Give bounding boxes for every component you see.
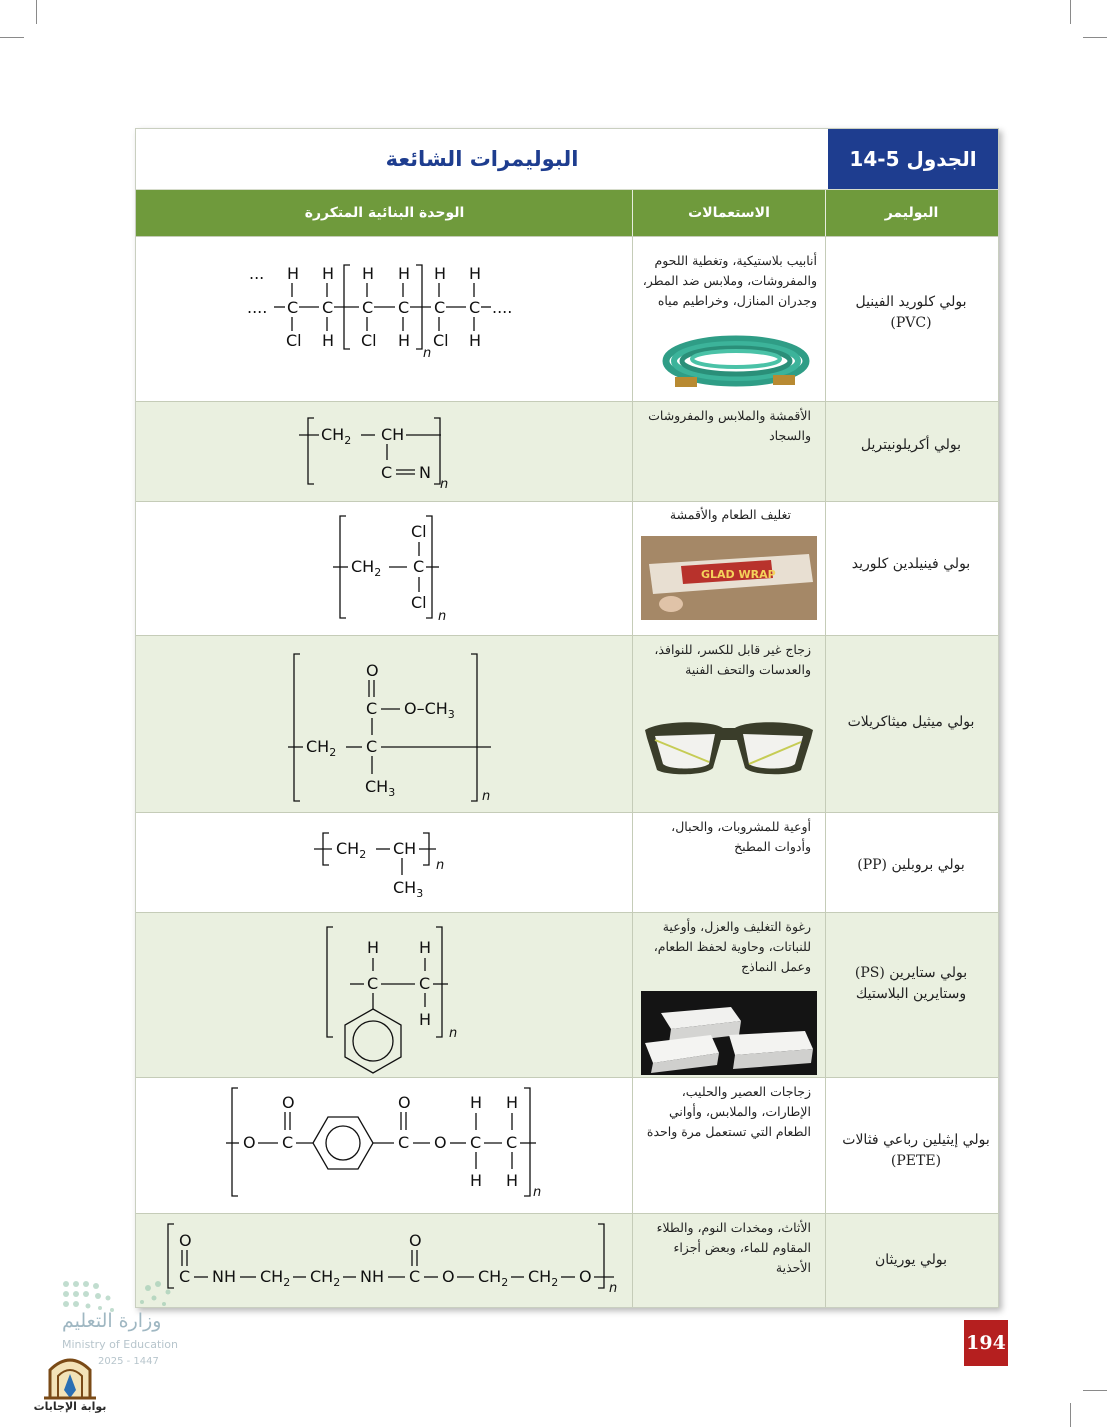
atom-label: Cl	[361, 331, 377, 350]
atom-label: C	[419, 974, 431, 993]
crop-mark	[1070, 1403, 1071, 1427]
subscript-n: n	[436, 858, 445, 873]
polymer-name: بولي بروبلين (PP)	[857, 857, 965, 873]
atom-label: CH	[393, 839, 417, 858]
atom-label: C	[398, 298, 410, 317]
watermark-english: Ministry of Education	[62, 1338, 179, 1351]
polymer-name: بولي ستايرين (PS) وستايرين البلاستيك	[854, 965, 968, 1002]
atom-label: H	[419, 938, 432, 957]
atom-label: $CH_2$	[306, 737, 337, 759]
polymer-name: بولي أكريلونيتريل	[860, 437, 962, 453]
atom-label: C	[398, 1133, 410, 1152]
header-unit: الوحدة البنائية المتكررة	[304, 205, 465, 221]
atom-label: C	[366, 737, 378, 756]
atom-label: C	[179, 1267, 191, 1286]
atom-label: H	[470, 1171, 483, 1190]
svg-text:GLAD WRAP: GLAD WRAP	[701, 568, 776, 581]
subscript-n: n	[440, 477, 449, 492]
atom-label: C	[413, 557, 425, 576]
polymer-uses: تغليف الطعام والأقمشة	[669, 507, 791, 522]
table-row	[136, 236, 998, 402]
atom-label: H	[322, 331, 335, 350]
polymer-uses: أنابيب بلاستيكية، وتغطية اللحوم والمفروشات، وملابس ضد المطر، وجدران المنازل، وخراطيم مياه	[642, 253, 817, 308]
atom-label: C	[366, 699, 378, 718]
atom-label: $CH_2$	[321, 425, 352, 447]
polymers-table	[135, 128, 999, 1308]
polymer-uses: زجاج غير قابل للكسر، للنوافذ، والعدسات والتحف الفنية	[654, 642, 811, 677]
atom-label: ...	[249, 264, 265, 283]
atom-label: C	[362, 298, 374, 317]
crop-mark	[1083, 37, 1107, 38]
table-row	[136, 912, 998, 1078]
table-title: البوليمرات الشائعة	[385, 147, 579, 171]
atom-label: C	[434, 298, 446, 317]
plastic-wrap-image	[641, 536, 817, 620]
subscript-n: n	[423, 346, 432, 361]
crop-mark	[36, 0, 37, 24]
watermark-arabic: وزارة التعليم	[62, 1310, 162, 1332]
atom-label: $CH_2$	[351, 557, 382, 579]
acrylonitrile-structure	[136, 402, 632, 502]
header-uses: الاستعمالات	[688, 205, 770, 221]
atom-label: CH	[381, 425, 405, 444]
table-row	[136, 501, 998, 636]
subscript-n: n	[438, 609, 447, 624]
crop-mark	[1070, 0, 1071, 24]
atom-label: Cl	[286, 331, 302, 350]
atom-label: O	[434, 1133, 447, 1152]
polymer-uses: الأقمشة والملابس والمفروشات والسجاد	[648, 408, 811, 443]
subscript-n: n	[482, 789, 491, 804]
atom-label: NH	[360, 1267, 384, 1286]
atom-label: O	[579, 1267, 592, 1286]
polymer-uses: الأثاث، ومخدات النوم، والطلاء المقاوم للماء، وبعض أجزاء الأحذية	[656, 1220, 811, 1275]
subscript-n: n	[449, 1026, 458, 1041]
atom-label: H	[398, 264, 411, 283]
table-row	[136, 1213, 998, 1308]
atom-label: $CH_2$	[478, 1267, 509, 1289]
atom-label: O	[409, 1231, 422, 1250]
foam-containers-image	[641, 991, 817, 1075]
atom-label: H	[398, 331, 411, 350]
crop-mark	[0, 37, 24, 38]
atom-label: NH	[212, 1267, 236, 1286]
table-title-bar	[136, 129, 998, 190]
table-row	[136, 635, 998, 813]
atom-label: H	[506, 1171, 519, 1190]
atom-label: O	[442, 1267, 455, 1286]
polymer-name: بولي ميثيل ميثاكريلات	[847, 714, 975, 730]
table-number: الجدول 5-14	[828, 129, 998, 189]
atom-label: H	[434, 264, 447, 283]
atom-label: N	[419, 463, 431, 482]
atom-label: $CH_2$	[310, 1267, 341, 1289]
garden-hose-image	[661, 325, 811, 397]
atom-label: ....	[492, 298, 513, 317]
atom-label: H	[419, 1010, 432, 1029]
atom-label: O	[179, 1231, 192, 1250]
atom-label: Cl	[411, 593, 427, 612]
pvdc-structure	[136, 502, 632, 636]
polymer-name: بولي كلوريد الفينيل (PVC)	[855, 294, 967, 331]
atom-label: H	[362, 264, 375, 283]
atom-label: $CH_3$	[365, 777, 396, 799]
watermark-year: 2025 - 1447	[98, 1356, 159, 1367]
polymer-uses: رغوة التغليف والعزل، وأوعية للنباتات، وحاوية لحفظ الطعام، وعمل النماذج	[653, 919, 811, 974]
atom-label: H	[322, 264, 335, 283]
polymer-uses: أوعية للمشروبات، والحبال، وأدوات المطبخ	[671, 819, 811, 854]
atom-label: C	[381, 463, 393, 482]
atom-label: H	[367, 938, 380, 957]
atom-label: O	[282, 1093, 295, 1112]
atom-label: H	[287, 264, 300, 283]
atom-label: O	[243, 1133, 256, 1152]
atom-label: H	[506, 1093, 519, 1112]
atom-label: H	[469, 264, 482, 283]
polymer-name: بولي فينيلدين كلوريد	[851, 556, 971, 572]
table-row	[136, 401, 998, 502]
polymer-uses: زجاجات العصير والحليب، الإطارات، والملابس، وأواني الطعام التي تستعمل مرة واحدة	[646, 1084, 811, 1139]
atom-label: C	[469, 298, 481, 317]
table-row	[136, 1077, 998, 1214]
header-polymer: البوليمر	[884, 205, 939, 221]
atom-label: O	[398, 1093, 411, 1112]
atom-label: Cl	[433, 331, 449, 350]
atom-label: C	[282, 1133, 294, 1152]
atom-label: C	[287, 298, 299, 317]
subscript-n: n	[533, 1185, 542, 1200]
pp-structure	[136, 813, 632, 913]
atom-label: Cl	[411, 522, 427, 541]
atom-label: $CH_3$	[393, 878, 424, 900]
table-row	[136, 812, 998, 913]
polymer-name: بولي يوريثان	[874, 1252, 948, 1268]
atom-label: $O-CH_3$	[404, 699, 455, 721]
ps-structure	[136, 913, 632, 1078]
atom-label: C	[470, 1133, 482, 1152]
page-number: 194	[964, 1320, 1008, 1366]
atom-label: H	[470, 1093, 483, 1112]
table-header-row	[136, 190, 998, 236]
atom-label: $CH_2$	[260, 1267, 291, 1289]
polymer-name: بولي إيثيلين رباعي فثالات (PETE)	[842, 1132, 990, 1169]
atom-label: C	[409, 1267, 421, 1286]
atom-label: O	[366, 661, 379, 680]
site-logo-text: بوابة الإجابات	[33, 1400, 107, 1413]
atom-label: H	[469, 331, 482, 350]
pmma-structure	[136, 636, 632, 813]
subscript-n: n	[609, 1281, 618, 1296]
pvc-structure	[136, 237, 632, 402]
atom-label: $CH_2$	[528, 1267, 559, 1289]
pete-structure	[136, 1078, 632, 1214]
atom-label: C	[322, 298, 334, 317]
atom-label: $CH_2$	[336, 839, 367, 861]
eyeglasses-image	[641, 706, 817, 786]
crop-mark	[1083, 1390, 1107, 1391]
atom-label: ....	[247, 298, 268, 317]
atom-label: C	[506, 1133, 518, 1152]
atom-label: C	[367, 974, 379, 993]
